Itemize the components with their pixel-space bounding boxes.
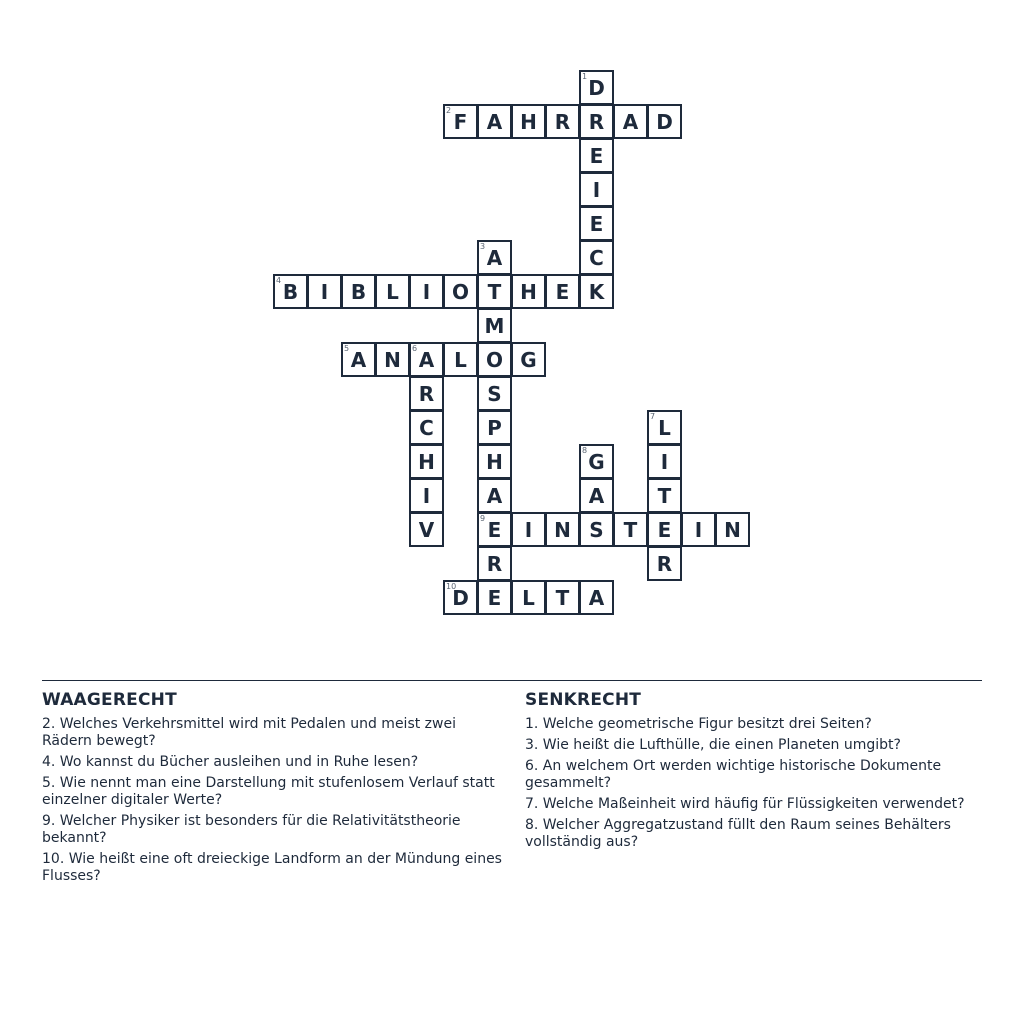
clue-number: 5 bbox=[344, 344, 350, 353]
crossword-cell: S bbox=[579, 512, 614, 547]
crossword-cell: I bbox=[409, 478, 444, 513]
crossword-cell: R bbox=[477, 546, 512, 581]
crossword-cell: E bbox=[647, 512, 682, 547]
crossword-cell: A bbox=[477, 478, 512, 513]
clue-across-10: 10. Wie heißt eine oft dreieckige Landform an der Mündung eines Flusses? bbox=[42, 851, 502, 884]
clue-number: 2 bbox=[446, 106, 452, 115]
clue-down-1: 1. Welche geometrische Figur besitzt drei Seiten? bbox=[525, 716, 872, 732]
crossword-cell: F bbox=[443, 104, 478, 139]
crossword-cell: L bbox=[443, 342, 478, 377]
crossword-cell: N bbox=[715, 512, 750, 547]
crossword-cell: H bbox=[409, 444, 444, 479]
clue-number: 6 bbox=[412, 344, 418, 353]
crossword-cell: D bbox=[579, 70, 614, 105]
crossword-cell: S bbox=[477, 376, 512, 411]
clue-down-8: 8. Welcher Aggregatzustand füllt den Raum seines Behälters vollständig aus? bbox=[525, 817, 951, 850]
crossword-cell: H bbox=[511, 274, 546, 309]
clue-across-5: 5. Wie nennt man eine Darstellung mit stufenlosem Verlauf statt einzelner digitaler Werte? bbox=[42, 775, 495, 808]
crossword-cell: O bbox=[477, 342, 512, 377]
crossword-cell: E bbox=[545, 274, 580, 309]
down-heading: SENKRECHT bbox=[525, 690, 642, 710]
crossword-cell: N bbox=[545, 512, 580, 547]
down-clues bbox=[525, 690, 987, 855]
crossword-cell: E bbox=[477, 580, 512, 615]
crossword-cell: I bbox=[409, 274, 444, 309]
crossword-cell: L bbox=[375, 274, 410, 309]
crossword-cell: G bbox=[579, 444, 614, 479]
across-heading: WAAGERECHT bbox=[42, 690, 177, 710]
crossword-cell: R bbox=[409, 376, 444, 411]
crossword-cell: T bbox=[545, 580, 580, 615]
divider bbox=[42, 680, 982, 681]
crossword-cell: I bbox=[307, 274, 342, 309]
clue-across-4: 4. Wo kannst du Bücher ausleihen und in Ruhe lesen? bbox=[42, 754, 419, 770]
crossword-cell: T bbox=[613, 512, 648, 547]
crossword-cell: T bbox=[477, 274, 512, 309]
crossword-cell: R bbox=[579, 104, 614, 139]
crossword-cell: K bbox=[579, 274, 614, 309]
crossword-cell: D bbox=[443, 580, 478, 615]
crossword-cell: I bbox=[511, 512, 546, 547]
clue-across-2: 2. Welches Verkehrsmittel wird mit Pedalen und meist zwei Rädern bewegt? bbox=[42, 716, 456, 749]
crossword-cell: N bbox=[375, 342, 410, 377]
crossword-cell: O bbox=[443, 274, 478, 309]
crossword-cell: A bbox=[477, 104, 512, 139]
crossword-cell: A bbox=[341, 342, 376, 377]
crossword-cell: I bbox=[579, 172, 614, 207]
clue-number: 1 bbox=[582, 72, 588, 81]
clue-number: 7 bbox=[650, 412, 656, 421]
crossword-cell: E bbox=[579, 206, 614, 241]
crossword-cell: C bbox=[579, 240, 614, 275]
crossword-cell: A bbox=[579, 580, 614, 615]
crossword-cell: B bbox=[341, 274, 376, 309]
across-clues bbox=[42, 690, 504, 889]
crossword-cell: P bbox=[477, 410, 512, 445]
clue-down-6: 6. An welchem Ort werden wichtige historische Dokumente gesammelt? bbox=[525, 758, 942, 791]
crossword-cell: A bbox=[409, 342, 444, 377]
crossword-cell: V bbox=[409, 512, 444, 547]
crossword-cell: D bbox=[647, 104, 682, 139]
crossword-cell: A bbox=[579, 478, 614, 513]
crossword-cell: H bbox=[477, 444, 512, 479]
crossword-cell: M bbox=[477, 308, 512, 343]
crossword-cell: I bbox=[647, 444, 682, 479]
clue-number: 9 bbox=[480, 514, 486, 523]
clue-number: 3 bbox=[480, 242, 486, 251]
crossword-cell: I bbox=[681, 512, 716, 547]
crossword-cell: L bbox=[647, 410, 682, 445]
clue-number: 10 bbox=[446, 582, 457, 591]
crossword-cell: A bbox=[477, 240, 512, 275]
crossword-cell: G bbox=[511, 342, 546, 377]
crossword-cell: E bbox=[579, 138, 614, 173]
crossword-cell: H bbox=[511, 104, 546, 139]
crossword-cell: T bbox=[647, 478, 682, 513]
crossword-cell: C bbox=[409, 410, 444, 445]
crossword-cell: R bbox=[545, 104, 580, 139]
clue-down-3: 3. Wie heißt die Lufthülle, die einen Planeten umgibt? bbox=[525, 737, 901, 753]
clue-down-7: 7. Welche Maßeinheit wird häufig für Flüssigkeiten verwendet? bbox=[525, 796, 965, 812]
crossword-cell: B bbox=[273, 274, 308, 309]
clue-across-9: 9. Welcher Physiker ist besonders für die Relativitätstheorie bekannt? bbox=[42, 813, 461, 846]
crossword-cell: R bbox=[647, 546, 682, 581]
crossword-cell: A bbox=[613, 104, 648, 139]
crossword-cell: L bbox=[511, 580, 546, 615]
clue-number: 8 bbox=[582, 446, 588, 455]
crossword-cell: E bbox=[477, 512, 512, 547]
clue-number: 4 bbox=[276, 276, 282, 285]
